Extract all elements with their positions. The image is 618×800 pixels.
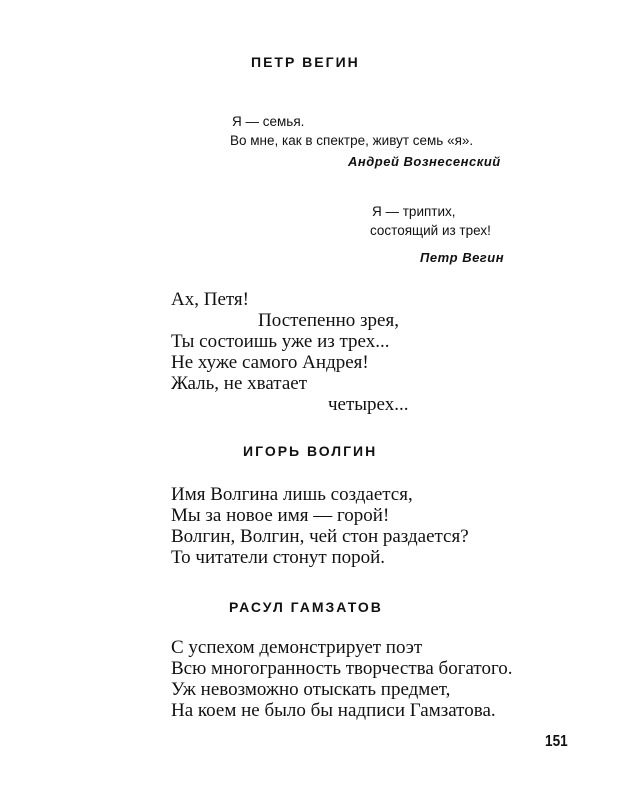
poem-vegin xyxy=(171,289,409,415)
epigraph-line: Во мне, как в спектре, живут семь «я». xyxy=(230,133,474,148)
section-heading-gamzatov: РАСУЛ ГАМЗАТОВ xyxy=(229,599,383,615)
poem-line: Волгин, Волгин, чей стон раздается? xyxy=(171,526,469,547)
poem-volgin xyxy=(171,484,469,568)
poem-line: Ах, Петя! xyxy=(171,289,249,310)
epigraph-vegin xyxy=(370,202,491,240)
poem-line: Мы за новое имя — горой! xyxy=(171,505,390,526)
epigraph-line: состоящий из трех! xyxy=(370,223,491,238)
poem-line: Ты состоишь уже из трех... xyxy=(171,331,390,352)
poem-line: четырех... xyxy=(328,394,409,415)
poem-line: То читатели стонут порой. xyxy=(171,547,386,568)
poem-line: Имя Волгина лишь создается, xyxy=(171,484,413,505)
poem-line: Уж невозможно отыскать предмет, xyxy=(171,679,451,700)
poem-line: Постепенно зрея, xyxy=(258,310,399,331)
poem-line: Жаль, не хватает xyxy=(171,373,308,394)
epigraph-voznesensky xyxy=(230,112,473,150)
epigraph-author-voznesensky: Андрей Вознесенский xyxy=(348,154,501,169)
poem-line: На коем не было бы надписи Гамзатова. xyxy=(171,700,496,721)
poem-line: Не хуже самого Андрея! xyxy=(171,352,369,373)
epigraph-line: Я — триптих, xyxy=(372,204,456,219)
page-number: 151 xyxy=(545,733,568,750)
section-heading-volgin: ИГОРЬ ВОЛГИН xyxy=(243,443,378,459)
poem-line: С успехом демонстрирует поэт xyxy=(171,637,423,658)
section-heading-vegin: ПЕТР ВЕГИН xyxy=(251,54,360,70)
poem-gamzatov xyxy=(171,637,513,721)
epigraph-author-vegin: Петр Вегин xyxy=(420,250,505,265)
poem-line: Всю многогранность творчества богатого. xyxy=(171,658,513,679)
epigraph-line: Я — семья. xyxy=(232,114,305,129)
